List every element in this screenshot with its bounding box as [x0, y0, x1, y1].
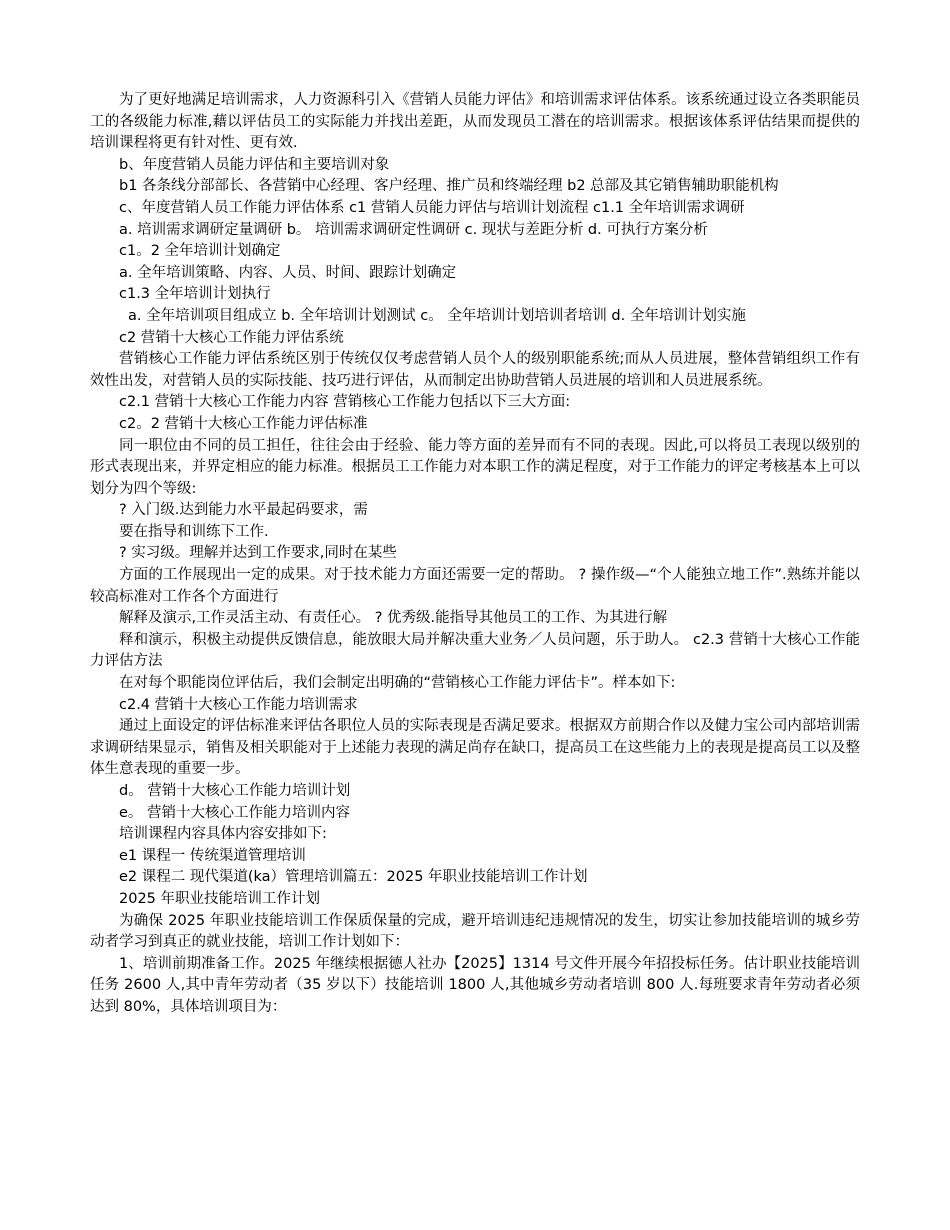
- heading-c2-1: c2.1 营销十大核心工作能力内容 营销核心工作能力包括以下三大方面:: [119, 394, 571, 411]
- list-c1-1-items: a. 培训需求调研定量调研 b。 培训需求调研定性调研 c. 现状与差距分析 d. 可执行方案分析: [119, 221, 708, 238]
- plan-title: 2025 年职业技能培训工作计划: [119, 890, 321, 907]
- level-entry-cont: 要在指导和训练下工作.: [119, 523, 269, 540]
- heading-c1-2: c1。2 全年培训计划确定: [119, 243, 281, 260]
- level-intern: ? 实习级。理解并达到工作要求,同时在某些: [119, 545, 397, 562]
- heading-c: c、年度营销人员工作能力评估体系 c1 营销人员能力评估与培训计划流程 c1.1 全年培训需求调研: [119, 199, 745, 216]
- paragraph-c2-2-desc: 同一职位由不同的员工担任，往往会由于经验、能力等方面的差异而有不同的表现。因此,可以将员工表现以级别的形式表现出来，并界定相应的能力标准。根据员工工作能力对本职工作的满足程度，对于工作能力的评定考核基本上可以划分为四个等级:: [90, 437, 860, 497]
- heading-c2-4: c2.4 营销十大核心工作能力培训需求: [119, 696, 358, 713]
- level-operator: 方面的工作展现出一定的成果。对于技术能力方面还需要一定的帮助。 ? 操作级—“个人能独立地工作”.熟练并能以较高标准对工作各个方面进行: [90, 567, 860, 605]
- heading-c1-3: c1.3 全年培训计划执行: [119, 286, 271, 303]
- paragraph-b1-b2: b1 各条线分部部长、各营销中心经理、客户经理、推广员和终端经理 b2 总部及其它销售辅助职能机构: [119, 178, 779, 195]
- paragraph-course-arrange: 培训课程内容具体内容安排如下:: [119, 826, 327, 843]
- paragraph-intro: 为了更好地满足培训需求，人力资源科引入《营销人员能力评估》和培训需求评估体系。该系统通过设立各类职能员工的各级能力标准,藉以评估员工的实际能力并找出差距，从而发现员工潜在的培训需求。根据该体系评估结果而提供的培训课程将更有针对性、更有效.: [90, 92, 860, 152]
- heading-e: e。 营销十大核心工作能力培训内容: [119, 804, 351, 821]
- course-e1: e1 课程一 传统渠道管理培训: [119, 847, 306, 864]
- course-e2: e2 课程二 现代渠道(ka）管理培训篇五：2025 年职业技能培训工作计划: [119, 869, 588, 886]
- paragraph-c2-desc: 营销核心工作能力评估系统区别于传统仅仅考虑营销人员个人的级别职能系统;而从人员进展，整体营销组织工作有效性出发，对营销人员的实际技能、技巧进行评估，从而制定出协助营销人员进展的培训和人员进展系统。: [90, 351, 860, 389]
- list-c1-2-items: a. 全年培训策略、内容、人员、时间、跟踪计划确定: [119, 264, 457, 281]
- level-excellent: 解释及演示,工作灵活主动、有责任心。 ? 优秀级.能指导其他员工的工作、为其进行解: [119, 610, 668, 627]
- paragraph-c2-4-desc: 通过上面设定的评估标准来评估各职位人员的实际表现是否满足要求。根据双方前期合作以及健力宝公司内部培训需求调研结果显示，销售及相关职能对于上述能力表现的满足尚存在缺口，提高员工在这些能力上的表现是提高员工以及整体生意表现的重要一步。: [90, 718, 860, 778]
- document-body: [90, 90, 860, 1019]
- heading-c2: c2 营销十大核心工作能力评估系统: [119, 329, 344, 346]
- paragraph-plan-step-1: 1、培训前期准备工作。2025 年继续根据德人社办【2025】1314 号文件开展今年招投标任务。估计职业技能培训任务 2600 人,其中青年劳动者（35 岁以下）技能培训 1800 人,其他城乡劳动者培训 800 人.每班要求青年劳动者必须达到 80%，具体培训项目为：: [90, 955, 860, 1015]
- list-c1-3-items: a. 全年培训项目组成立 b. 全年培训计划测试 c。 全年培训计划培训者培训 d. 全年培训计划实施: [128, 307, 746, 324]
- level-entry: ? 入门级.达到能力水平最起码要求，需: [119, 502, 368, 519]
- heading-b: b、年度营销人员能力评估和主要培训对象: [119, 156, 390, 173]
- heading-d: d。 营销十大核心工作能力培训计划: [119, 783, 351, 799]
- heading-c2-2: c2。2 营销十大核心工作能力评估标准: [119, 415, 368, 432]
- paragraph-plan-intro: 为确保 2025 年职业技能培训工作保质保量的完成，避开培训违纪违规情况的发生，切实让参加技能培训的城乡劳动者学习到真正的就业技能，培训工作计划如下：: [90, 912, 860, 951]
- paragraph-c2-3: 释和演示，积极主动提供反馈信息，能放眼大局并解决重大业务／人员问题，乐于助人。 c2.3 营销十大核心工作能力评估方法: [90, 631, 860, 670]
- paragraph-sample: 在对每个职能岗位评估后，我们会制定出明确的“营销核心工作能力评估卡”。样本如下:: [119, 675, 676, 692]
